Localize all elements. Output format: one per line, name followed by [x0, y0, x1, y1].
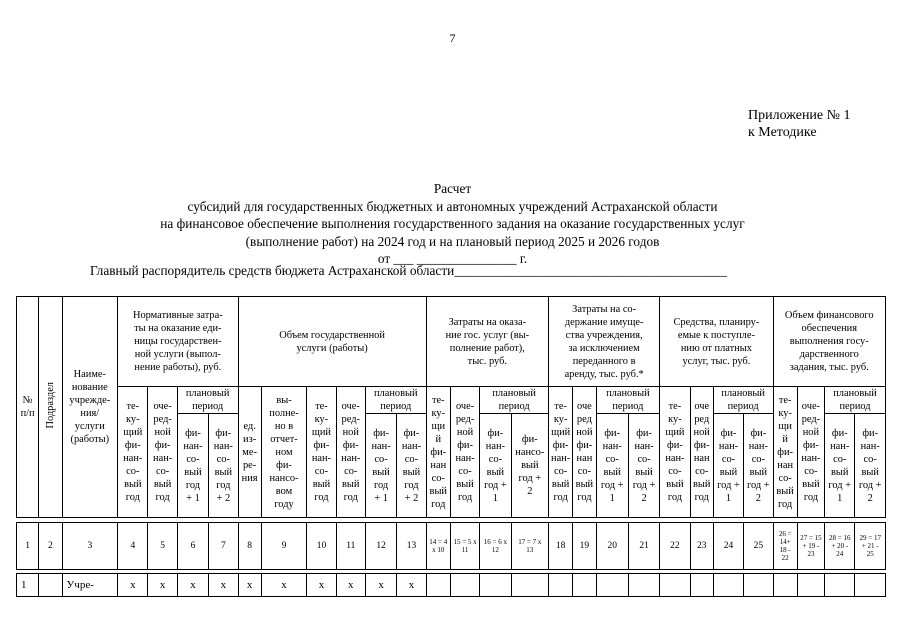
- row-cell: Учре-: [62, 574, 118, 597]
- row-cell: [596, 574, 628, 597]
- group-service-volume: Объем государственной услуги (работы): [238, 297, 426, 387]
- num-cell: 22: [660, 523, 690, 570]
- num-cell: 5: [148, 523, 177, 570]
- num-cell: 25: [744, 523, 773, 570]
- row-cell: х: [336, 574, 365, 597]
- num-cell: 7: [209, 523, 238, 570]
- row-cell: [573, 574, 596, 597]
- num-cell: 18: [549, 523, 573, 570]
- row-cell: [628, 574, 659, 597]
- num-cell: 11: [336, 523, 365, 570]
- num-cell: 23: [690, 523, 713, 570]
- group-financial-support: Объем финансового обеспечения выполнения госу- дарственного задания, тыс. руб.: [773, 297, 886, 387]
- planned-period: плановый период: [713, 387, 773, 414]
- planned-period: плановый период: [177, 387, 238, 414]
- row-cell: х: [118, 574, 148, 597]
- appendix-note: [748, 107, 851, 141]
- calculation-table-header: № п/п Подраздел Наиме- нование учрежде- ния/ услуги (работы) Нормативные затра- ты на оказание еди- ницы государствен- ной услуги (выпол- нение работы), руб. Объем государственной услуги (работы) Затраты на оказа- ние гос. услуг (вы- полнение работ), тыс. руб. Затраты на со- держание имуще- ства учреждения, за исключением переданного в аренду, тыс. руб.* Средства, планиру- емые к поступле- нию от платных услуг, тыс. руб. Объем финансового обеспечения выполнения госу- дарственного задания, тыс. руб. те- ку- щий фи- нан- со- вый год оче- ред- ной фи- нан- со- вый год плановый период ед. из- ме- ре- ния вы- полне- но в отчет- ном фи- нансо- вом году те- ку- щий фи- нан- со- вый год оче- ред- ной фи- нан- со- вый год плановый период те- ку- щи й фи- нан со- вый год оче- ред- ной фи- нан- со- вый год плановый период те- ку- щий фи- нан- со- вый год оче ред ной фи- нан со- вый год плановый период те- ку- щий фи- нан- со- вый год оче ред ной фи- нан со- вый год плановый период те- ку- щи й фи- нан со- вый год оче- ред- ной фи- нан- со- вый год плановый период фи- нан- со- вый год + 1 фи- нан- со- вый год + 2 фи- нан- со- вый год + 1 фи- нан- со- вый год + 2 фи- нан- со- вый год + 1 фи- нансо- вый год + 2 фи- нан- со- вый год + 1 фи- нан- со- вый год + 2 фи- нан- со- вый год + 1 фи- нан- со- вый год + 2 фи- нан- со- вый год + 1 фи- нан- со- вый год + 2: [16, 296, 886, 518]
- row-cell: х: [148, 574, 177, 597]
- row-cell: [39, 574, 62, 597]
- num-cell: 6: [177, 523, 208, 570]
- group-normative-costs: Нормативные затра- ты на оказание еди- ницы государствен- ной услуги (выпол- нение работы), руб.: [118, 297, 238, 387]
- formula-cell: 29 = 17 + 21 - 25: [855, 523, 886, 570]
- title-date-line: от ___ _______________ г.: [377, 251, 528, 266]
- title-line-2: субсидий для государственных бюджетных и автономных учреждений Астраханской области: [187, 198, 718, 214]
- planned-period: плановый период: [480, 387, 549, 414]
- page-number: 7: [449, 31, 456, 45]
- num-cell: 24: [713, 523, 743, 570]
- col-number: № п/п: [17, 297, 39, 518]
- group-service-costs: Затраты на оказа- ние гос. услуг (вы- полнение работ), тыс. руб.: [426, 297, 548, 387]
- data-row: [16, 573, 886, 597]
- num-cell: 4: [118, 523, 148, 570]
- planned-period: плановый период: [365, 387, 426, 414]
- row-cell: [744, 574, 773, 597]
- row-cell: [426, 574, 450, 597]
- row-cell: х: [365, 574, 396, 597]
- row-cell: х: [177, 574, 208, 597]
- num-cell: 3: [62, 523, 118, 570]
- num-cell: 2: [39, 523, 62, 570]
- row-cell: [549, 574, 573, 597]
- planned-period: плановый период: [825, 387, 886, 414]
- main-administrator-line: Главный распорядитель средств бюджета Астраханской области_________________________________________: [90, 263, 727, 278]
- row-cell: [713, 574, 743, 597]
- row-cell: [690, 574, 713, 597]
- col-name: Наиме- нование учрежде- ния/ услуги (работы): [62, 297, 118, 518]
- formula-cell: 26 = 14+ 18 - 22: [773, 523, 797, 570]
- formula-cell: 15 = 5 x 11: [450, 523, 479, 570]
- row-cell: [660, 574, 690, 597]
- num-cell: 9: [261, 523, 307, 570]
- num-cell: 8: [238, 523, 261, 570]
- formula-cell: 27 = 15 + 19 - 23: [797, 523, 824, 570]
- formula-cell: 28 = 16 + 20 - 24: [825, 523, 855, 570]
- formula-cell: 17 = 7 x 13: [511, 523, 548, 570]
- planned-period: плановый период: [596, 387, 660, 414]
- col-done: вы- полне- но в отчет- ном фи- нансо- вом году: [261, 387, 307, 518]
- row-cell: 1: [17, 574, 39, 597]
- num-cell: 10: [307, 523, 336, 570]
- formula-cell: 16 = 6 x 12: [480, 523, 511, 570]
- num-cell: 13: [397, 523, 426, 570]
- col-unit: ед. из- ме- ре- ния: [238, 387, 261, 518]
- row-cell: х: [307, 574, 336, 597]
- num-cell: 21: [628, 523, 659, 570]
- document-heading: [0, 180, 905, 268]
- title-line-3: на финансовое обеспечение выполнения государственного задания на оказание государственных услуг: [160, 216, 745, 231]
- row-cell: [855, 574, 886, 597]
- formula-cell: 14 = 4 x 10: [426, 523, 450, 570]
- row-cell: [773, 574, 797, 597]
- appendix-line-2: к Методике: [748, 125, 817, 140]
- appendix-line-1: Приложение № 1: [748, 108, 851, 123]
- row-cell: х: [209, 574, 238, 597]
- title-line-1: Расчет: [433, 181, 472, 196]
- num-cell: 20: [596, 523, 628, 570]
- num-cell: 12: [365, 523, 396, 570]
- column-number-row: [16, 522, 886, 570]
- group-paid-services: Средства, планиру- емые к поступле- нию от платных услуг, тыс. руб.: [660, 297, 773, 387]
- row-cell: [450, 574, 479, 597]
- num-cell: 1: [17, 523, 39, 570]
- row-cell: [825, 574, 855, 597]
- row-cell: х: [238, 574, 261, 597]
- num-cell: 19: [573, 523, 596, 570]
- row-cell: х: [397, 574, 426, 597]
- col-subsection: Подраздел: [39, 297, 62, 518]
- group-property-costs: Затраты на со- держание имуще- ства учреждения, за исключением переданного в аренду, тыс. руб.*: [549, 297, 660, 387]
- title-line-4: (выполнение работ) на 2024 год и на плановый период 2025 и 2026 годов: [245, 233, 660, 249]
- row-cell: [511, 574, 548, 597]
- row-cell: х: [261, 574, 307, 597]
- row-cell: [480, 574, 511, 597]
- row-cell: [797, 574, 824, 597]
